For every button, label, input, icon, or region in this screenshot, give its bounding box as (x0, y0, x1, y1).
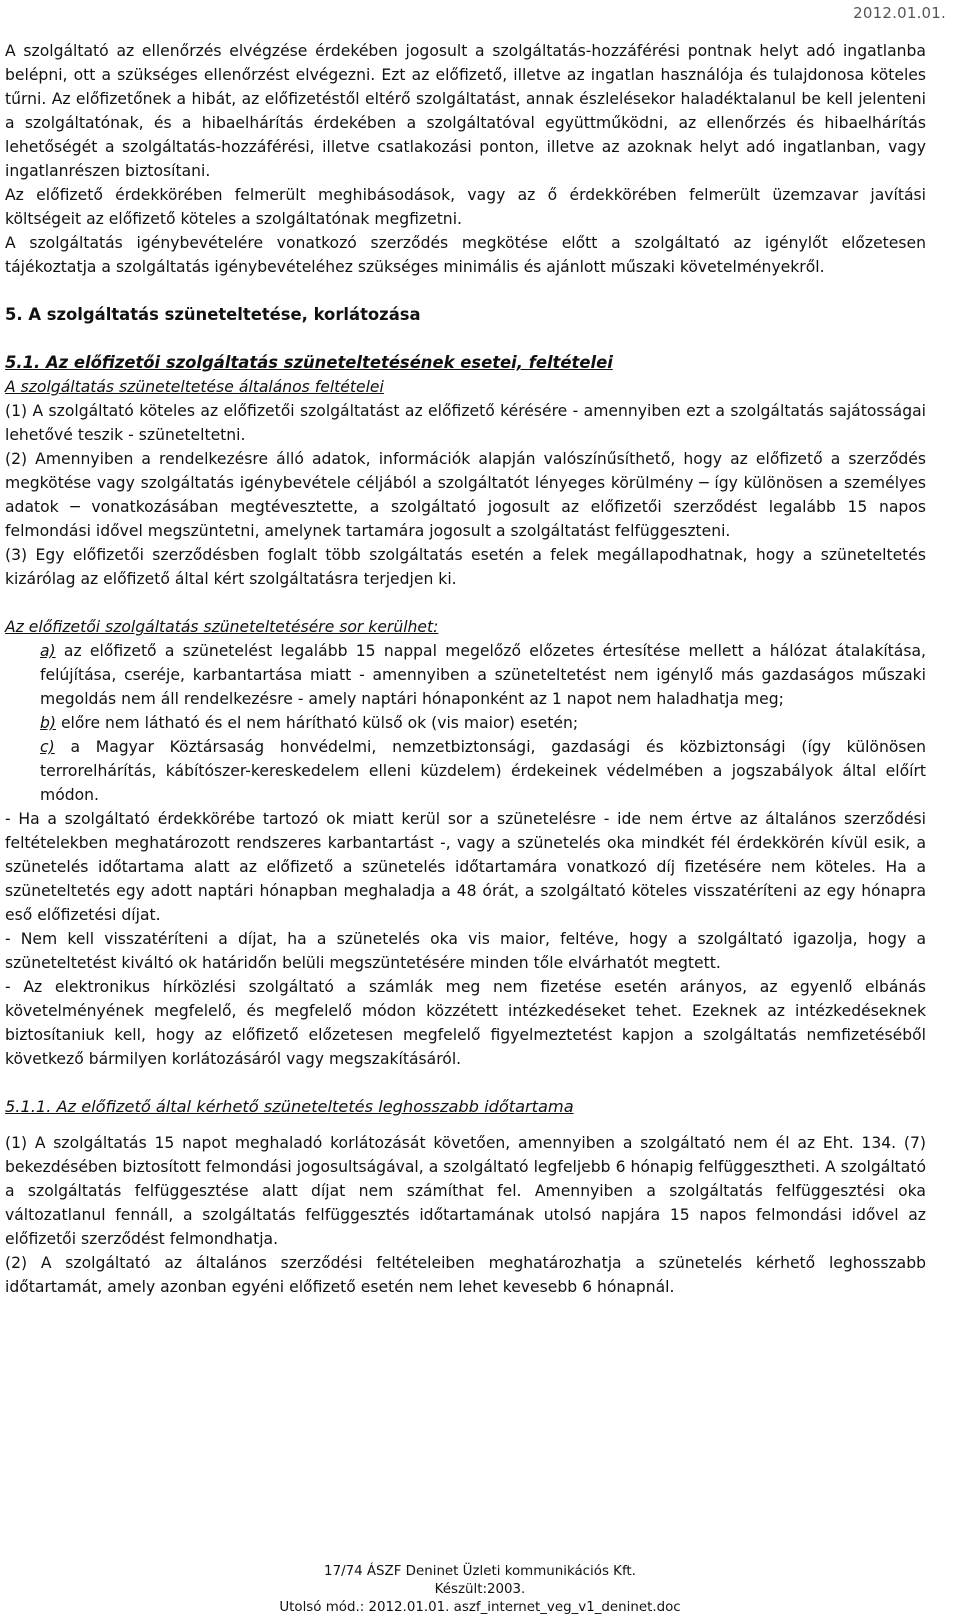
suspension-case-b (5, 711, 926, 735)
section-5-heading: 5. A szolgáltatás szüneteltetése, korlátozása (5, 305, 421, 324)
section-5-1-item-1: (1) A szolgáltató köteles az előfizetői szolgáltatást az előfizető kérésére - amennyiben ezt a szolgáltatás sajátosságai lehetővé teszik - szüneteltetni. (5, 402, 926, 444)
page-footer (0, 1563, 960, 1617)
case-b-letter: b) (40, 714, 56, 732)
document-body (5, 39, 926, 1299)
paragraph-nonpayment-measures: - Az elektronikus hírközlési szolgáltató a számlák meg nem fizetése esetén arányos, az egyenlő elbánás követelményének megfelelő, és megfelelő módon közzétett intézkedéseket tehet. Ezeknek az intézkedéseknek biztosítaniuk kell, hogy az előfizető előzetesen megfelelő figyelmeztetést kapjon a szolgáltatás nemfizetéséből következő bármilyen korlátozásáról vagy megszakításáról. (5, 978, 926, 1068)
paragraph-vis-maior: - Nem kell visszatéríteni a díjat, ha a szünetelés oka vis maior, feltéve, hogy a szolgáltató igazolja, hogy a szüneteltetést kiváltó ok határidőn belüli megszüntetésére minden tőle elvárhatót megtett. (5, 930, 926, 972)
suspension-case-c (5, 735, 926, 807)
footer-created: Készült:2003. (434, 1582, 526, 1597)
section-5-1-1-item-1: (1) A szolgáltatás 15 napot meghaladó korlátozását követően, amennyiben a szolgáltató nem él az Eht. 134. (7) bekezdésében biztosított felmondási jogosultságával, a szolgáltató legfeljebb 6 hónapig felfüggesztheti. A szolgáltató a szolgáltatás felfüggesztése alatt díjat nem számíthat fel. Amennyiben a szolgáltatás felfüggesztési oka változatlanul fennáll, a szolgáltatás felfüggesztés időtartamának utolsó napjára 15 napos felmondási idővel az előfizetői szerződést felmondhatja. (5, 1134, 926, 1248)
case-a-text: az előfizető a szünetelést legalább 15 nappal megelőző előzetes értesítése mellett a hálózat átalakítása, felújítása, cseréje, karbantartása miatt - amennyiben a szüneteltetést nem igénylő más gazdaságos műszaki megoldás nem áll rendelkezésre - amely naptári hónaponként az 1 napot nem haladhatja meg; (40, 642, 926, 708)
footer-page-company: 17/74 ÁSZF Deninet Üzleti kommunikációs Kft. (324, 1564, 636, 1579)
section-5-1-subheading: A szolgáltatás szüneteltetése általános feltételei (5, 378, 384, 396)
case-c-letter: c) (40, 738, 55, 756)
suspension-case-a (5, 639, 926, 711)
case-b-text: előre nem látható és el nem hárítható külső ok (vis maior) esetén; (55, 714, 579, 732)
section-5-1-1-heading: 5.1.1. Az előfizető által kérhető szüneteltetés leghosszabb időtartama (5, 1097, 574, 1116)
section-5-1-item-2: (2) Amennyiben a rendelkezésre álló adatok, információk alapján valószínűsíthető, hogy az előfizető a szerződés megkötése vagy szolgáltatás igénybevétele céljából a szolgáltatót lényeges körülmény ─ így különösen a személyes adatok ─ vonatkozásában megtévesztette, a szolgáltató jogosult az előfizetői szerződést legalább 15 napos felmondási idővel megszüntetni, amelynek tartamára jogosult a szolgáltatást felfüggeszteni. (5, 450, 926, 540)
section-5-1-1-item-2: (2) A szolgáltató az általános szerződési feltételeiben meghatározhatja a szünetelés kérhető leghosszabb időtartamát, amely azonban egyéni előfizető esetén nem lehet kevesebb 6 hónapnál. (5, 1254, 926, 1296)
paragraph-technical-requirements: A szolgáltatás igénybevételére vonatkozó szerződés megkötése előtt a szolgáltató az igénylőt előzetesen tájékoztatja a szolgáltatás igénybevételéhez szükséges minimális és ajánlott műszaki követelményekről. (5, 234, 926, 276)
paragraph-repair-costs: Az előfizető érdekkörében felmerült meghibásodások, vagy az ő érdekkörében felmerült üzemzavar javítási költségeit az előfizető köteles a szolgáltatónak megfizetni. (5, 186, 926, 228)
header-date: 2012.01.01. (853, 4, 946, 22)
case-a-letter: a) (40, 642, 56, 660)
section-5-1-item-3: (3) Egy előfizetői szerződésben foglalt több szolgáltatás esetén a felek megállapodhatnak, hogy a szüneteltetés kizárólag az előfizető által kért szolgáltatásra terjedjen ki. (5, 546, 926, 588)
paragraph-fee-refund: - Ha a szolgáltató érdekkörébe tartozó ok miatt kerül sor a szünetelésre - ide nem értve az általános szerződési feltételekben meghatározott rendszeres karbantartást -, vagy a szünetelés oka mindkét fél érdekkörén kívül esik, a szünetelés időtartama alatt az előfizető a szünetelés időtartamára vonatkozó díj fizetésére nem köteles. Ha a szüneteltetés egy adott naptári hónapban meghaladja a 48 órát, a szolgáltató köteles visszatéríteni az egy hónapra eső előfizetési díjat. (5, 810, 926, 924)
footer-modified: Utolsó mód.: 2012.01.01. aszf_internet_veg_v1_deninet.doc (279, 1600, 681, 1615)
case-c-text: a Magyar Köztársaság honvédelmi, nemzetbiztonsági, gazdasági és közbiztonsági (így különösen terrorelhárítás, kábítószer-kereskedelem elleni küzdelem) érdekeinek védelmében a jogszabályok által előírt módon. (40, 738, 926, 804)
suspension-cases-heading: Az előfizetői szolgáltatás szüneteltetésére sor kerülhet: (5, 618, 439, 636)
section-5-1-heading: 5.1. Az előfizetői szolgáltatás szüneteltetésének esetei, feltételei (5, 353, 613, 372)
paragraph-inspection: A szolgáltató az ellenőrzés elvégzése érdekében jogosult a szolgáltatás-hozzáférési pontnak helyt adó ingatlanba belépni, ott a szükséges ellenőrzést elvégezni. Ezt az előfizető, illetve az ingatlan használója és tulajdonosa köteles tűrni. Az előfizetőnek a hibát, az előfizetéstől eltérő szolgáltatást, annak észlelésekor haladéktalanul be kell jelenteni a szolgáltatónak, és a hibaelhárítás érdekében a szolgáltatóval együttműködni, az ellenőrzés és hibaelhárítás lehetőségét a szolgáltatás-hozzáférési, illetve csatlakozási ponton, illetve az azoknak helyt adó ingatlanban, vagy ingatlanrészen biztosítani. (5, 42, 926, 180)
